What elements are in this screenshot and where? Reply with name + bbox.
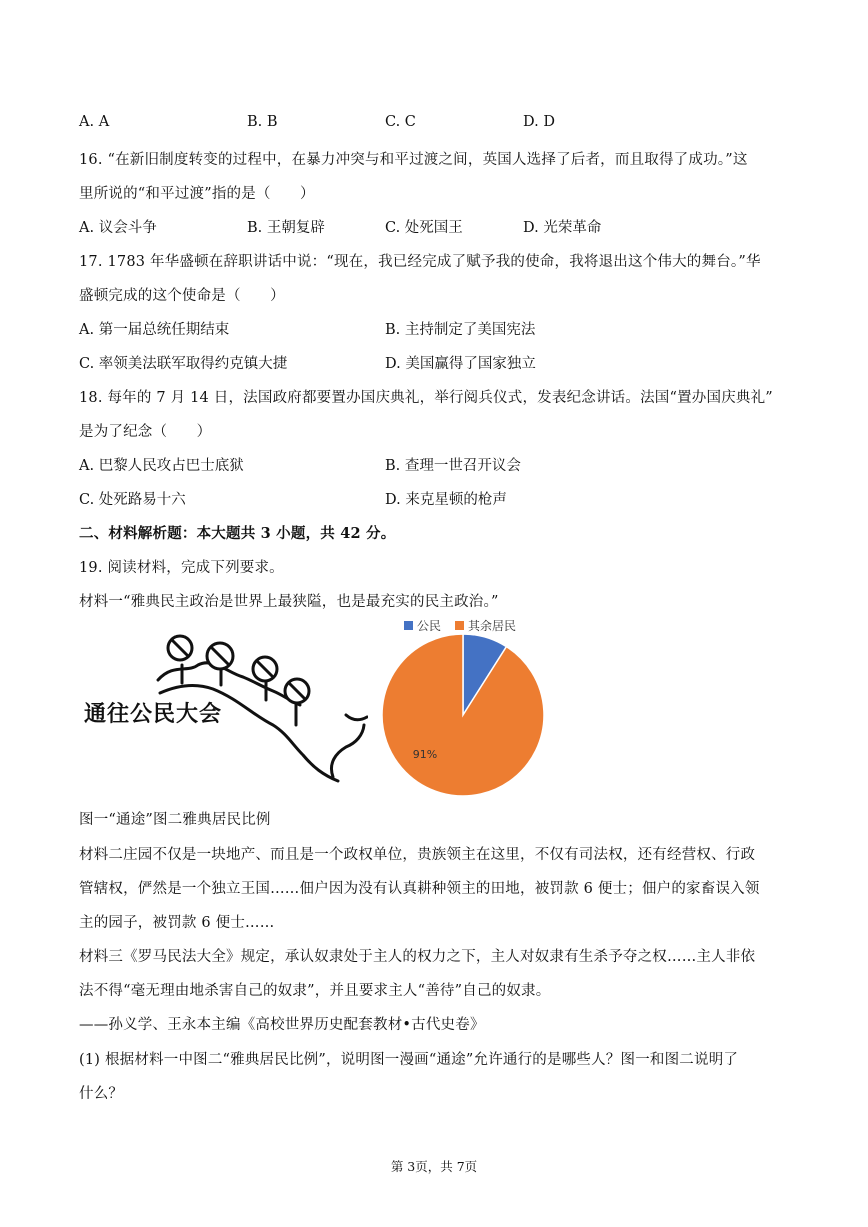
legend-label: 公民 xyxy=(417,619,442,633)
section-heading: 二、材料解析题：本大题共 3 小题，共 42 分。 xyxy=(79,525,396,542)
q15-option-b: B. B xyxy=(247,114,278,130)
q17-option-c: C. 率领美法联军取得约克镇大捷 xyxy=(79,356,288,372)
q18-option-b: B. 查理一世召开议会 xyxy=(385,458,521,474)
q17-option-a: A. 第一届总统任期结束 xyxy=(79,322,230,338)
q17-option-b: B. 主持制定了美国宪法 xyxy=(385,322,536,338)
legend-label: 其余居民 xyxy=(468,619,517,633)
cartoon-caption-text: 通往公民大会 xyxy=(84,702,223,727)
q16-option-d: D. 光荣革命 xyxy=(523,220,602,236)
q18-option-d: D. 来克星顿的枪声 xyxy=(385,492,507,508)
material3-line2: 法不得“毫无理由地杀害自己的奴隶”，并且要求主人“善待”自己的奴隶。 xyxy=(79,983,551,999)
wave-line xyxy=(331,725,364,777)
q15-option-d: D. D xyxy=(523,114,555,130)
material3-line1: 材料三《罗马民法大全》规定，承认奴隶处于主人的权力之下，主人对奴隶有生杀予夺之权……主人非依 xyxy=(79,949,756,965)
q16-stem-line1: 16. “在新旧制度转变的过程中，在暴力冲突与和平过渡之间，英国人选择了后者，而且取得了成功。”这 xyxy=(79,152,748,168)
q18-stem-line2: 是为了纪念（ ） xyxy=(79,424,212,440)
q16-option-c: C. 处死国王 xyxy=(385,220,463,236)
q16-option-a: A. 议会斗争 xyxy=(79,220,157,236)
q17-option-d: D. 美国赢得了国家独立 xyxy=(385,356,536,372)
legend-swatch xyxy=(455,621,464,630)
pie-slice-1 xyxy=(382,634,544,796)
pie-label-1: 91% xyxy=(412,748,438,761)
q15-option-c: C. C xyxy=(385,114,416,130)
figure-caption: 图一“通途”图二雅典居民比例 xyxy=(79,812,271,828)
cartoon-figure xyxy=(78,625,368,785)
material2-line2: 管辖权，俨然是一个独立王国……佃户因为没有认真耕种领主的田地，被罚款 6 便士；佃户的家畜误入领 xyxy=(79,881,760,897)
q17-stem-line2: 盛顿完成的这个使命是（ ） xyxy=(79,288,285,304)
q19-intro: 19. 阅读材料，完成下列要求。 xyxy=(79,560,284,576)
material2-line3: 主的园子，被罚款 6 便士…… xyxy=(79,915,275,931)
q16-stem-line2: 里所说的“和平过渡”指的是（ ） xyxy=(79,186,315,202)
q15-option-a: A. A xyxy=(79,114,110,130)
page-footer: 第 3页，共 7页 xyxy=(390,1159,478,1174)
q18-stem-line1: 18. 每年的 7 月 14 日，法国政府都要置办国庆典礼，举行阅兵仪式，发表纪念讲话。法国“置办国庆典礼” xyxy=(79,390,773,406)
q18-option-c: C. 处死路易十六 xyxy=(79,492,186,508)
source-citation: ——孙义学、王永本主编《高校世界历史配套教材•古代史卷》 xyxy=(79,1017,485,1033)
legend-swatch xyxy=(404,621,413,630)
q17-stem-line1: 17. 1783 年华盛顿在辞职讲话中说：“现在，我已经完成了赋予我的使命，我将退出这个伟大的舞台。”华 xyxy=(79,254,761,270)
question1-line2: 什么？ xyxy=(79,1086,124,1102)
q16-option-b: B. 王朝复辟 xyxy=(247,220,325,236)
pie-label-0 xyxy=(480,630,497,631)
question1-line1: (1) 根据材料一中图二“雅典居民比例”，说明图一漫画“通途”允许通行的是哪些人？图一和图二说明了 xyxy=(79,1052,739,1068)
pie-chart xyxy=(375,630,555,805)
q18-option-a: A. 巴黎人民攻占巴士底狱 xyxy=(79,458,244,474)
material1-quote: 材料一“雅典民主政治是世界上最狭隘，也是最充实的民主政治。” xyxy=(79,594,499,610)
material2-line1: 材料二庄园不仅是一块地产、而且是一个政权单位，贵族领主在这里，不仅有司法权，还有经营权、行政 xyxy=(79,847,756,863)
